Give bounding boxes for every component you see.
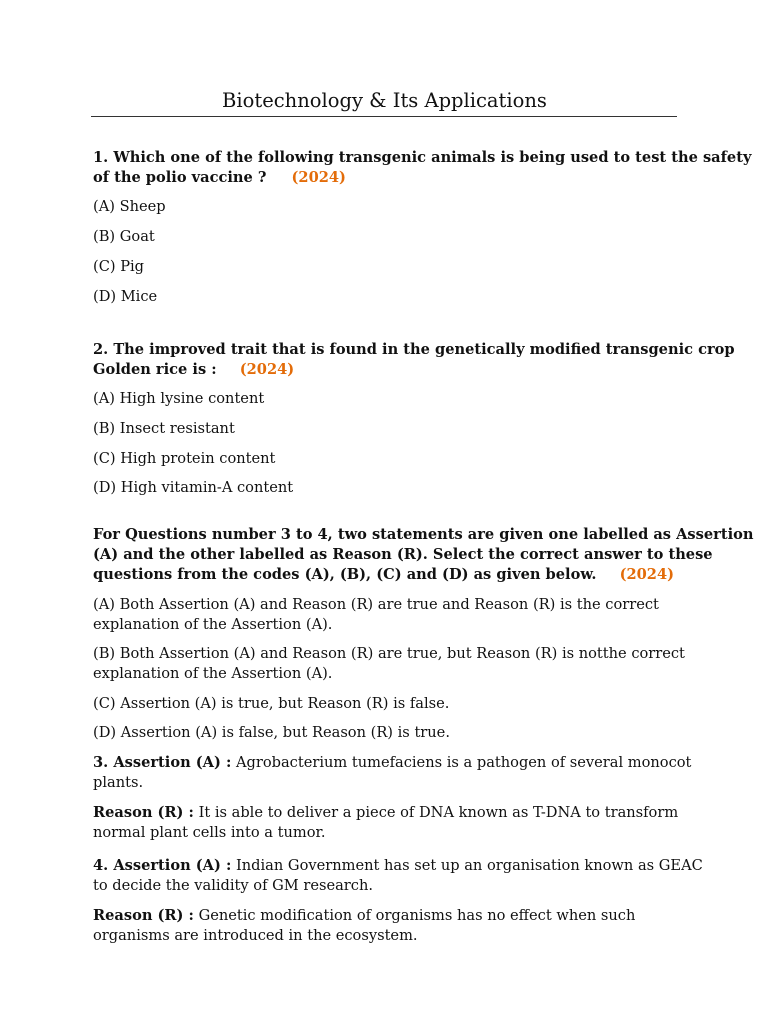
- q4-reason-label: Reason (R) :: [93, 907, 194, 924]
- instructions-line1: For Questions number 3 to 4, two statements are given one labelled as Assertion: [93, 526, 754, 543]
- q4-assertion-label: 4. Assertion (A) :: [93, 857, 232, 874]
- instructions-line3-text: questions from the codes (A), (B), (C) and (D) as given below.: [93, 566, 597, 583]
- q3-assertion-label: 3. Assertion (A) :: [93, 754, 232, 771]
- q2-stem-line2: [93, 360, 294, 380]
- q2-option-c: (C) High protein content: [93, 450, 276, 467]
- q4-assertion-line1: [93, 856, 703, 876]
- q3-reason-line2: normal plant cells into a tumor.: [93, 824, 326, 841]
- instructions-line2: (A) and the other labelled as Reason (R). Select the correct answer to these: [93, 546, 713, 563]
- code-d: (D) Assertion (A) is false, but Reason (R) is true.: [93, 724, 450, 741]
- q1-stem-line1: 1. Which one of the following transgenic animals is being used to test the safety: [93, 149, 752, 166]
- q2-year-badge: (2024): [239, 361, 295, 378]
- code-a-line1: (A) Both Assertion (A) and Reason (R) are true and Reason (R) is the correct: [93, 596, 659, 613]
- q1-year-badge: (2024): [291, 169, 346, 186]
- instructions-line3: [93, 565, 674, 585]
- code-b-line1: (B) Both Assertion (A) and Reason (R) are true, but Reason (R) is notthe correct: [93, 645, 685, 662]
- code-c: (C) Assertion (A) is true, but Reason (R) is false.: [93, 695, 450, 712]
- q3-assertion-text: Agrobacterium tumefaciens is a pathogen of several monocot: [236, 754, 692, 771]
- q4-assertion-text: Indian Government has set up an organisation known as GEAC: [236, 857, 703, 874]
- q1-option-a: (A) Sheep: [93, 198, 166, 215]
- q1-option-d: (D) Mice: [93, 288, 158, 305]
- q2-option-a: (A) High lysine content: [93, 390, 265, 407]
- q2-option-b: (B) Insect resistant: [93, 420, 235, 437]
- q1-option-b: (B) Goat: [93, 228, 155, 245]
- q4-assertion-line2: to decide the validity of GM research.: [93, 877, 373, 894]
- title-underline: [91, 116, 677, 117]
- code-b-line2: explanation of the Assertion (A).: [93, 665, 333, 682]
- code-a-line2: explanation of the Assertion (A).: [93, 616, 333, 633]
- q4-reason-text: Genetic modification of organisms has no effect when such: [198, 907, 636, 924]
- q4-reason-line2: organisms are introduced in the ecosystem.: [93, 927, 418, 944]
- q2-stem-line1: 2. The improved trait that is found in the genetically modified transgenic crop: [93, 341, 735, 358]
- page-title: Biotechnology & Its Applications: [222, 89, 547, 112]
- q2-stem-text: Golden rice is :: [93, 361, 217, 378]
- instructions-year-badge: (2024): [619, 566, 675, 583]
- q3-assertion-line1: [93, 753, 691, 773]
- q2-option-d: (D) High vitamin-A content: [93, 479, 294, 496]
- q4-reason-line1: [93, 906, 635, 926]
- q3-reason-text: It is able to deliver a piece of DNA known as T-DNA to transform: [198, 804, 679, 821]
- q3-reason-line1: [93, 803, 678, 823]
- q1-option-c: (C) Pig: [93, 258, 145, 275]
- q1-stem-text: of the polio vaccine ?: [93, 169, 267, 186]
- q1-stem-line2: [93, 168, 346, 188]
- q3-assertion-line2: plants.: [93, 774, 144, 791]
- q3-reason-label: Reason (R) :: [93, 804, 194, 821]
